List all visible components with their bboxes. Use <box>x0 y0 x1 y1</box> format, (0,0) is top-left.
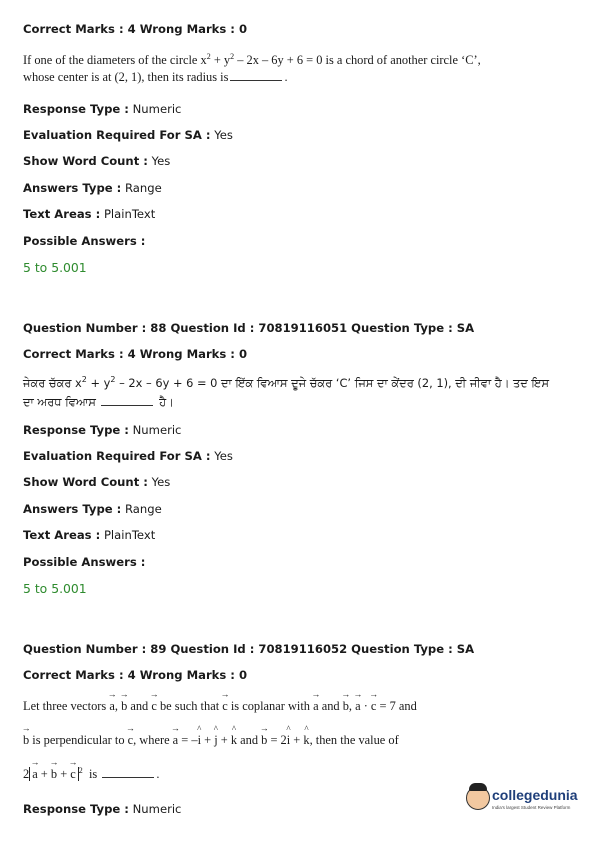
possible-answers-value: 5 to 5.001 <box>23 581 87 596</box>
logo-name: collegedunia <box>492 787 578 803</box>
question-text: whose center is at (2, 1), then its radius is . <box>23 70 288 84</box>
show-word-count: Show Word Count : Yes <box>23 154 171 168</box>
answers-type: Answers Type : Range <box>23 181 162 195</box>
answers-type: Answers Type : Range <box>23 502 162 516</box>
possible-answers-label: Possible Answers : <box>23 234 146 248</box>
question-text-punjabi: ਜੇਕਰ ਚੱਕਰ $x^2 + y^2 - 2x - 6y + 6 = 0$ ਦਾ ਇੱਕ ਵਿਆਸ ਦੂਜੇ ਚੱਕਰ ‘C’ ਜਿਸ ਦਾ ਕੇਂਦਰ (2, 1), ਦੀ ਜੀਵਾ ਹੈ। ਤਦ ਇਸ <box>23 375 549 390</box>
question-text: → b is perpendicular to → c, where → a = –^ i + ^ j + ^ k and → b = 2^ i + ^ k, then the value of <box>23 733 399 748</box>
question-text-punjabi: ਦਾ ਅਰਧ ਵਿਆਸ ਹੈ। <box>23 395 174 409</box>
question-header: Question Number : 89 Question Id : 70819116052 Question Type : SA <box>23 642 475 656</box>
question-text: Let three vectors → a, → b and → c be such that → c is coplanar with → a and → b, → a · → c = 7 and <box>23 699 417 714</box>
response-type: Response Type : Numeric <box>23 802 182 816</box>
possible-answers-label: Possible Answers : <box>23 555 146 569</box>
question-text: If one of the diameters of the circle $x^2 + y^2 - 2x - 6y + 6 = 0$ is a chord of another circle ‘C’, <box>23 52 481 68</box>
marks-line: Correct Marks : 4 Wrong Marks : 0 <box>23 22 248 36</box>
logo-tagline: India's largest Student Review Platform <box>492 805 571 810</box>
text-areas: Text Areas : PlainText <box>23 528 156 542</box>
possible-answers-value: 5 to 5.001 <box>23 260 87 275</box>
response-type: Response Type : Numeric <box>23 102 182 116</box>
text-areas: Text Areas : PlainText <box>23 207 156 221</box>
question-text: 2→ a + → b + → c $^2$ is . <box>23 766 159 782</box>
collegedunia-logo <box>466 786 576 814</box>
question-header: Question Number : 88 Question Id : 70819116051 Question Type : SA <box>23 321 475 335</box>
evaluation-required: Evaluation Required For SA : Yes <box>23 449 233 463</box>
mascot-icon <box>466 786 490 810</box>
marks-line: Correct Marks : 4 Wrong Marks : 0 <box>23 347 248 361</box>
response-type: Response Type : Numeric <box>23 423 182 437</box>
evaluation-required: Evaluation Required For SA : Yes <box>23 128 233 142</box>
marks-line: Correct Marks : 4 Wrong Marks : 0 <box>23 668 248 682</box>
show-word-count: Show Word Count : Yes <box>23 475 171 489</box>
